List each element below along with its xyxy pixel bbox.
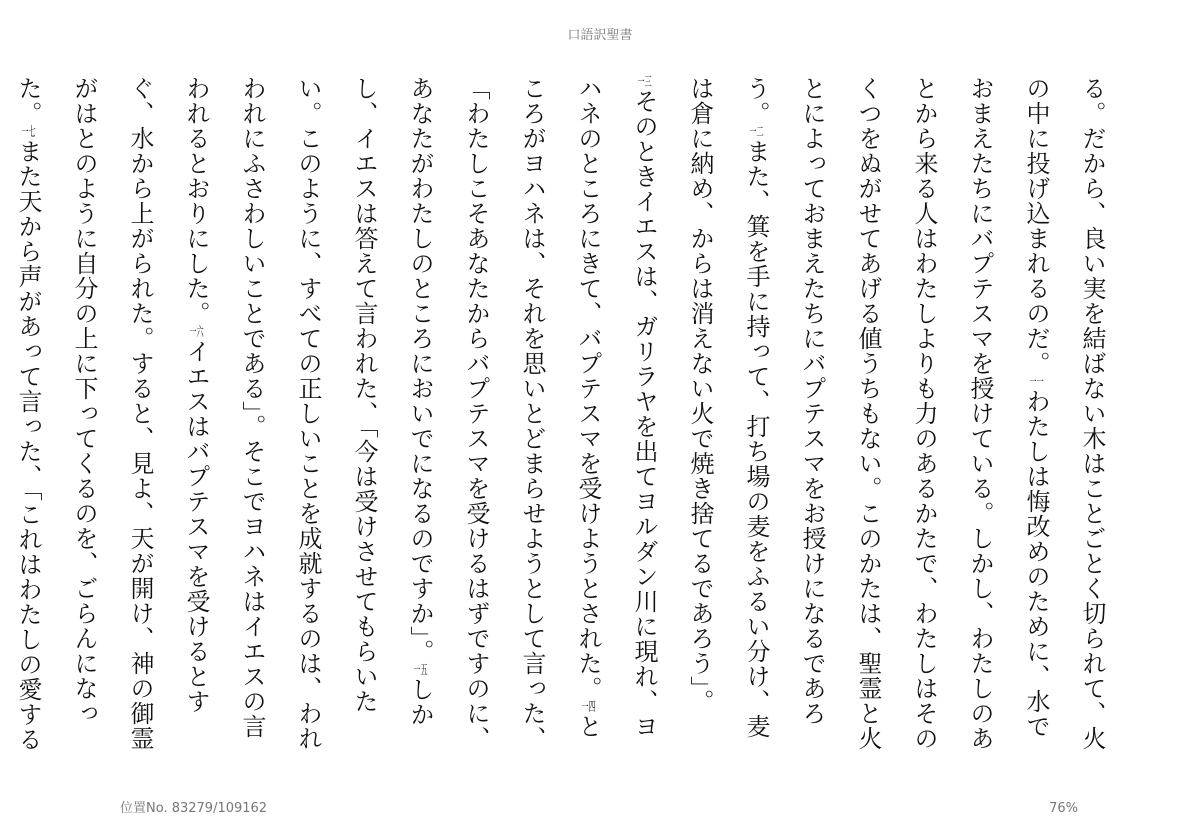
verse-number: 一六 bbox=[189, 326, 204, 339]
location-indicator: 位置No. 83279/109162 bbox=[120, 801, 268, 816]
progress-percent: 76% bbox=[1049, 801, 1078, 816]
passage-text: しかし、イエスは答えて言われた、「今は受けさせてもらいたい。このように、すべての正しいことを成就するのは、われわれにふさわしいことである」。そこでヨハネはイエスの言われるとおりにした。 bbox=[182, 76, 434, 751]
verse-number: 一一 bbox=[1029, 376, 1044, 389]
paragraph-2 bbox=[0, 76, 672, 756]
passage-text: また、箕を手に持って、打ち場の麦をふるい分け、麦は倉に納め、からは消えない火で焼き捨てるであろう」。 bbox=[686, 76, 770, 739]
verse-number: 一二 bbox=[749, 126, 764, 139]
passage-text: また天から声があって言った、「これはわたしの愛する bbox=[14, 139, 42, 752]
passage-text: わたしは悔改めのために、水でおまえたちにバプテスマを授けている。しかし、わたしのあとから来る人はわたしよりも力のあるかたで、わたしはそのくつをぬがせてあげる値うちもない。このかたは、聖霊と火とによっておまえたちにバプテスマをお授けになるであろう。 bbox=[742, 76, 1050, 751]
verse-number: 一三 bbox=[637, 76, 652, 89]
paragraph-1 bbox=[672, 76, 1120, 756]
verse-number: 一四 bbox=[581, 701, 596, 714]
book-title: 口語訳聖書 bbox=[567, 28, 633, 43]
passage-text: る。だから、良い実を結ばない木はことごとく切られて、火の中に投げ込まれるのだ。 bbox=[1022, 76, 1106, 751]
passage-text: ところがヨハネは、それを思いとどまらせようとして言った、「わたしこそあなたからバプテスマを受けるはずですのに、あなたがわたしのところにおいでになるのですか」。 bbox=[406, 76, 602, 751]
passage-text: イエスはバプテスマを受けるとすぐ、水から上がられた。すると、見よ、天が開け、神の御霊がはとのように自分の上に下ってくるのを、ごらんになった。 bbox=[14, 76, 210, 751]
reading-pane[interactable] bbox=[14, 76, 1120, 756]
verse-number: 一五 bbox=[413, 664, 428, 677]
passage-text: そのときイエスは、ガリラヤを出てヨルダン川に現れ、ヨハネのところにきて、バプテスマを受けようとされた。 bbox=[574, 76, 658, 739]
vertical-passage bbox=[0, 76, 1120, 756]
verse-number: 一七 bbox=[21, 126, 36, 139]
